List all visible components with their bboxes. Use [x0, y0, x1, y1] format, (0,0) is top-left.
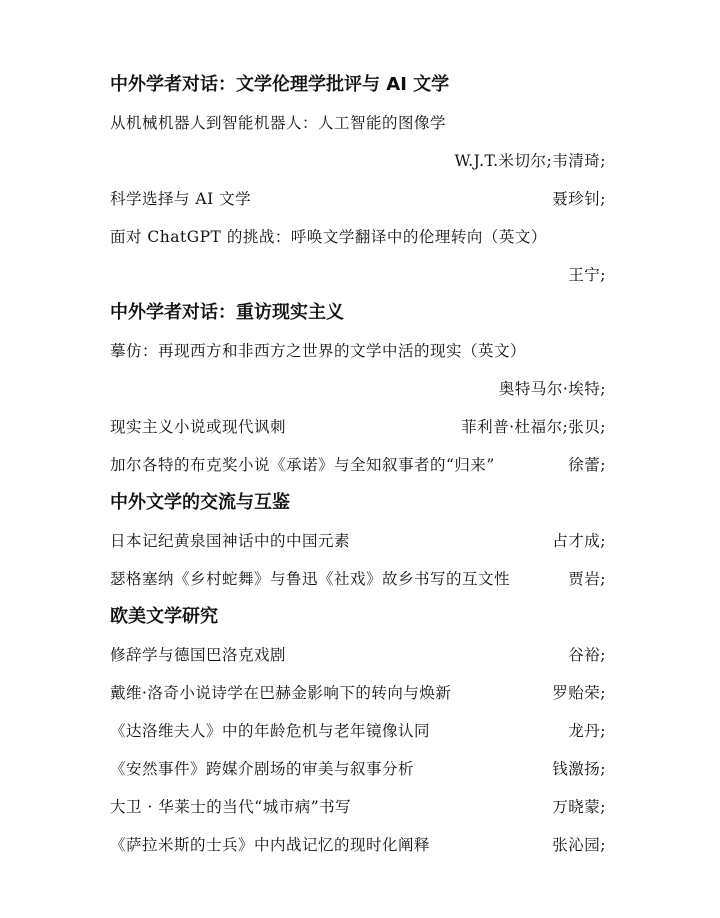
table-of-contents — [110, 66, 606, 864]
list-item — [110, 674, 606, 712]
article-author: 贾岩; — [568, 570, 606, 588]
article-author: 奥特马尔·埃特; — [498, 380, 606, 398]
list-item — [110, 560, 606, 598]
section-heading: 中外文学的交流与互鉴 — [110, 492, 290, 513]
article-author: 徐蕾; — [568, 456, 606, 474]
list-item — [110, 446, 606, 484]
article-author: 万晓蒙; — [552, 798, 606, 816]
article-author: 张沁园; — [552, 836, 606, 854]
list-item — [110, 332, 606, 370]
list-item — [110, 826, 606, 864]
article-title: 科学选择与 AI 文学 — [110, 190, 252, 208]
list-item — [110, 256, 606, 294]
article-title: 从机械机器人到智能机器人：人工智能的图像学 — [110, 114, 447, 132]
article-title: 修辞学与德国巴洛克戏剧 — [110, 646, 287, 664]
list-item — [110, 218, 606, 256]
section-heading: 中外学者对话：重访现实主义 — [110, 302, 344, 323]
article-author: 谷裕; — [568, 646, 606, 664]
article-author: 王宁; — [568, 266, 606, 284]
article-author: 占才成; — [552, 532, 606, 550]
article-title: 《安然事件》跨媒介剧场的审美与叙事分析 — [110, 760, 415, 778]
article-author: W.J.T.米切尔;韦清琦; — [454, 152, 606, 170]
list-item — [110, 788, 606, 826]
list-item — [110, 408, 606, 446]
list-item — [110, 636, 606, 674]
list-item — [110, 370, 606, 408]
article-title: 瑟格塞纳《乡村蛇舞》与鲁迅《社戏》故乡书写的互文性 — [110, 570, 511, 588]
article-author: 钱激扬; — [552, 760, 606, 778]
article-title: 戴维·洛奇小说诗学在巴赫金影响下的转向与焕新 — [110, 684, 452, 702]
article-title: 《萨拉米斯的士兵》中内战记忆的现时化阐释 — [110, 836, 431, 854]
article-author: 菲利普·杜福尔;张贝; — [461, 418, 606, 436]
article-title: 面对 ChatGPT 的挑战：呼唤文学翻译中的伦理转向（英文） — [110, 228, 547, 246]
list-item — [110, 750, 606, 788]
list-item — [110, 180, 606, 218]
article-author: 罗贻荣; — [552, 684, 606, 702]
list-item — [110, 104, 606, 142]
article-title: 现实主义小说或现代讽刺 — [110, 418, 287, 436]
article-title: 加尔各特的布克奖小说《承诺》与全知叙事者的“归来” — [110, 456, 495, 474]
list-item — [110, 142, 606, 180]
article-title: 《达洛维夫人》中的年龄危机与老年镜像认同 — [110, 722, 431, 740]
article-title: 摹仿：再现西方和非西方之世界的文学中活的现实（英文） — [110, 342, 527, 360]
section-heading: 中外学者对话：文学伦理学批评与 AI 文学 — [110, 74, 450, 95]
list-item — [110, 712, 606, 750]
list-item — [110, 522, 606, 560]
article-author: 聂珍钊; — [552, 190, 606, 208]
article-author: 龙丹; — [568, 722, 606, 740]
section-heading: 欧美文学研究 — [110, 606, 218, 627]
article-title: 大卫 · 华莱士的当代“城市病”书写 — [110, 798, 352, 816]
article-title: 日本记纪黄泉国神话中的中国元素 — [110, 532, 351, 550]
